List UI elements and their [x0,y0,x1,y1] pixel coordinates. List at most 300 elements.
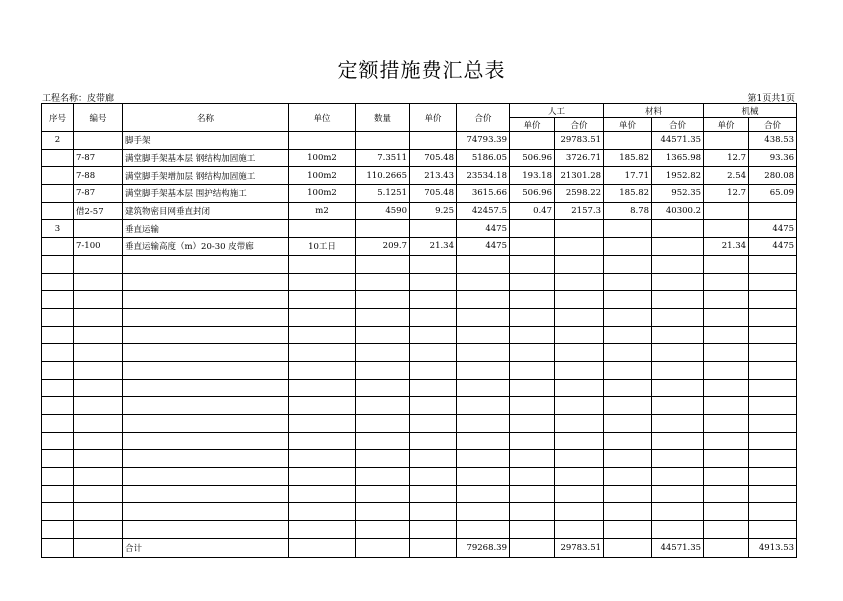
empty-cell [123,361,289,379]
empty-cell [457,291,510,309]
cell-name: 满堂脚手架基本层 钢结构加固施工 [123,149,289,167]
empty-cell [74,291,123,309]
empty-cell [604,397,652,415]
cell-unit: m2 [289,202,356,220]
empty-cell [123,468,289,486]
empty-cell [289,468,356,486]
empty-cell [74,361,123,379]
cell-name: 建筑物密目网垂直封闭 [123,202,289,220]
table-row [42,149,797,167]
empty-cell [704,538,749,557]
cell-price [410,132,457,150]
empty-cell [749,397,797,415]
empty-cell [410,361,457,379]
empty-cell [555,361,604,379]
empty-cell [289,450,356,468]
empty-row [42,468,797,486]
header-labor: 人工 [510,104,604,118]
cell-mach-price: 12.7 [704,185,749,203]
empty-cell [74,344,123,362]
empty-cell [42,273,74,291]
empty-cell [74,485,123,503]
empty-cell [74,468,123,486]
header-qty: 数量 [356,104,410,132]
cell-labor-price: 506.96 [510,185,555,203]
cell-price: 705.48 [410,185,457,203]
empty-cell [74,415,123,433]
total-label: 合计 [123,538,289,557]
empty-cell [652,308,704,326]
empty-cell [704,291,749,309]
empty-cell [74,538,123,557]
empty-cell [74,326,123,344]
empty-cell [604,485,652,503]
empty-cell [42,521,74,539]
empty-cell [457,273,510,291]
total-total: 79268.39 [457,538,510,557]
cell-mat-total: 44571.35 [652,132,704,150]
cell-mat-total: 1952.82 [652,167,704,185]
cell-mat-price: 8.78 [604,202,652,220]
empty-cell [749,273,797,291]
header-seq: 序号 [42,104,74,132]
empty-cell [289,273,356,291]
empty-cell [123,432,289,450]
empty-row [42,503,797,521]
empty-cell [704,397,749,415]
empty-cell [74,255,123,273]
cell-mach-price [704,132,749,150]
empty-row [42,379,797,397]
empty-cell [356,432,410,450]
empty-cell [749,503,797,521]
empty-cell [555,255,604,273]
empty-cell [510,255,555,273]
empty-cell [356,379,410,397]
empty-cell [123,485,289,503]
empty-cell [704,344,749,362]
empty-row [42,485,797,503]
cell-name: 垂直运输 [123,220,289,238]
empty-cell [652,432,704,450]
empty-cell [652,255,704,273]
empty-row [42,397,797,415]
empty-cell [510,468,555,486]
empty-cell [604,415,652,433]
empty-cell [749,379,797,397]
empty-row [42,255,797,273]
empty-cell [749,432,797,450]
empty-cell [704,521,749,539]
empty-cell [749,361,797,379]
cell-mach-price: 2.54 [704,167,749,185]
empty-cell [457,521,510,539]
empty-cell [457,379,510,397]
cell-labor-price: 0.47 [510,202,555,220]
empty-cell [356,450,410,468]
empty-cell [510,344,555,362]
empty-cell [457,415,510,433]
empty-row [42,326,797,344]
empty-cell [510,503,555,521]
empty-cell [555,450,604,468]
empty-cell [457,468,510,486]
cell-name: 满堂脚手架基本层 围护结构施工 [123,185,289,203]
empty-cell [749,521,797,539]
empty-cell [604,326,652,344]
empty-cell [510,521,555,539]
empty-row [42,450,797,468]
empty-cell [457,503,510,521]
empty-cell [289,379,356,397]
empty-cell [42,379,74,397]
empty-cell [123,291,289,309]
empty-cell [289,326,356,344]
empty-cell [74,379,123,397]
empty-cell [410,432,457,450]
cell-mach-price [704,220,749,238]
empty-cell [510,432,555,450]
cell-code: 借2-57 [74,202,123,220]
empty-cell [410,291,457,309]
table-body [42,132,797,558]
cell-mat-total: 40300.2 [652,202,704,220]
empty-cell [704,326,749,344]
empty-cell [555,468,604,486]
empty-cell [652,521,704,539]
project-name: 工程名称：皮带廊 [42,94,115,104]
cell-unit: 100m2 [289,149,356,167]
empty-cell [356,291,410,309]
empty-cell [652,503,704,521]
empty-cell [123,326,289,344]
empty-cell [410,485,457,503]
empty-row [42,361,797,379]
cell-mat-total [652,238,704,256]
empty-cell [356,538,410,557]
cell-mat-price [604,238,652,256]
cell-labor-total: 29783.51 [555,132,604,150]
empty-cell [457,397,510,415]
page-info: 第1页共1页 [747,94,795,104]
empty-cell [704,503,749,521]
cell-labor-total: 21301.28 [555,167,604,185]
empty-cell [42,503,74,521]
empty-cell [42,415,74,433]
cell-mat-price: 185.82 [604,149,652,167]
cell-total: 5186.05 [457,149,510,167]
empty-cell [510,538,555,557]
cell-qty: 110.2665 [356,167,410,185]
cell-code: 7-88 [74,167,123,185]
empty-cell [410,379,457,397]
empty-cell [555,415,604,433]
empty-cell [604,273,652,291]
cell-name: 垂直运输高度（m）20-30 皮带廊 [123,238,289,256]
empty-cell [356,308,410,326]
cell-unit: 100m2 [289,185,356,203]
empty-cell [604,291,652,309]
empty-cell [652,361,704,379]
cell-mat-price [604,220,652,238]
empty-cell [289,255,356,273]
empty-cell [410,450,457,468]
empty-cell [289,415,356,433]
cell-mat-total: 952.35 [652,185,704,203]
cell-unit [289,220,356,238]
header-labor-price: 单价 [510,118,555,132]
header-row [42,104,797,118]
empty-cell [652,450,704,468]
cell-total: 74793.39 [457,132,510,150]
cell-code: 7-87 [74,149,123,167]
empty-cell [42,255,74,273]
empty-cell [410,538,457,557]
cell-price: 705.48 [410,149,457,167]
empty-cell [356,415,410,433]
cell-mat-price: 17.71 [604,167,652,185]
cell-mat-price [604,132,652,150]
cell-qty: 5.1251 [356,185,410,203]
empty-cell [652,344,704,362]
empty-cell [457,432,510,450]
empty-cell [652,326,704,344]
empty-cell [652,397,704,415]
empty-cell [704,379,749,397]
empty-cell [410,326,457,344]
cell-unit: 100m2 [289,167,356,185]
empty-cell [510,326,555,344]
empty-cell [510,273,555,291]
cell-labor-price: 193.18 [510,167,555,185]
cell-total: 3615.66 [457,185,510,203]
page-title: 定额措施费汇总表 [337,58,506,82]
empty-row [42,308,797,326]
empty-cell [289,538,356,557]
empty-cell [555,432,604,450]
cell-mat-total [652,220,704,238]
cell-seq: 2 [42,132,74,150]
empty-cell [604,255,652,273]
empty-cell [42,450,74,468]
cell-mach-total [749,202,797,220]
header-price: 单价 [410,104,457,132]
empty-cell [604,450,652,468]
empty-cell [604,361,652,379]
empty-cell [410,521,457,539]
empty-cell [704,485,749,503]
empty-cell [356,361,410,379]
cell-price: 9.25 [410,202,457,220]
cell-code [74,220,123,238]
empty-cell [42,397,74,415]
empty-cell [289,485,356,503]
cell-unit [289,132,356,150]
header-code: 编号 [74,104,123,132]
cell-price: 213.43 [410,167,457,185]
empty-cell [457,450,510,468]
cell-name: 满堂脚手架增加层 钢结构加固施工 [123,167,289,185]
cell-code: 7-100 [74,238,123,256]
empty-cell [555,485,604,503]
cell-qty: 7.3511 [356,149,410,167]
empty-cell [749,308,797,326]
empty-cell [604,344,652,362]
empty-cell [42,485,74,503]
empty-cell [457,344,510,362]
empty-cell [652,415,704,433]
empty-cell [74,521,123,539]
cell-mach-price: 12.7 [704,149,749,167]
total-mat-total: 44571.35 [652,538,704,557]
header-material-total: 合价 [652,118,704,132]
empty-cell [749,326,797,344]
empty-cell [42,291,74,309]
empty-cell [457,361,510,379]
cell-labor-price: 506.96 [510,149,555,167]
empty-cell [123,273,289,291]
empty-row [42,344,797,362]
cell-labor-price [510,238,555,256]
empty-row [42,415,797,433]
empty-cell [555,326,604,344]
empty-cell [510,485,555,503]
header-machine-price: 单价 [704,118,749,132]
empty-cell [604,308,652,326]
empty-cell [74,308,123,326]
empty-cell [123,415,289,433]
empty-cell [555,291,604,309]
cost-summary-table [41,103,797,558]
empty-cell [74,397,123,415]
empty-cell [289,344,356,362]
empty-cell [42,361,74,379]
empty-row [42,291,797,309]
empty-cell [356,344,410,362]
empty-cell [652,468,704,486]
empty-cell [652,273,704,291]
header-material-price: 单价 [604,118,652,132]
cell-mat-total: 1365.98 [652,149,704,167]
empty-row [42,521,797,539]
cell-qty [356,220,410,238]
empty-cell [42,538,74,557]
cell-unit: 10工日 [289,238,356,256]
cell-code [74,132,123,150]
empty-row [42,432,797,450]
cell-total: 4475 [457,238,510,256]
table-row [42,132,797,150]
header-labor-total: 合价 [555,118,604,132]
empty-cell [123,503,289,521]
empty-cell [510,361,555,379]
empty-cell [410,273,457,291]
cell-labor-price [510,132,555,150]
empty-cell [510,291,555,309]
empty-cell [410,415,457,433]
total-labor-total: 29783.51 [555,538,604,557]
cell-mat-price: 185.82 [604,185,652,203]
cell-mach-total: 4475 [749,238,797,256]
empty-cell [457,308,510,326]
empty-cell [74,432,123,450]
total-mach-total: 4913.53 [749,538,797,557]
empty-cell [604,521,652,539]
cell-price: 21.34 [410,238,457,256]
empty-cell [510,379,555,397]
empty-cell [356,397,410,415]
empty-cell [555,344,604,362]
cell-seq [42,185,74,203]
cell-qty: 4590 [356,202,410,220]
cell-mach-total: 93.36 [749,149,797,167]
empty-cell [123,450,289,468]
cell-labor-total: 3726.71 [555,149,604,167]
empty-cell [289,503,356,521]
cell-mach-total: 438.53 [749,132,797,150]
empty-cell [704,308,749,326]
cell-mach-price: 21.34 [704,238,749,256]
table-row [42,202,797,220]
empty-cell [704,415,749,433]
cell-code: 7-87 [74,185,123,203]
cell-total: 42457.5 [457,202,510,220]
cell-seq [42,167,74,185]
cell-price [410,220,457,238]
empty-cell [123,521,289,539]
empty-cell [510,450,555,468]
empty-cell [123,308,289,326]
table-row [42,220,797,238]
empty-cell [356,468,410,486]
empty-cell [704,432,749,450]
cell-mach-price [704,202,749,220]
empty-cell [42,432,74,450]
empty-cell [289,432,356,450]
empty-cell [604,432,652,450]
cell-qty: 209.7 [356,238,410,256]
header-name: 名称 [123,104,289,132]
empty-cell [510,308,555,326]
empty-cell [652,485,704,503]
empty-row [42,273,797,291]
empty-cell [604,468,652,486]
empty-cell [749,450,797,468]
cell-mach-total: 280.08 [749,167,797,185]
empty-cell [410,397,457,415]
empty-cell [704,468,749,486]
empty-cell [510,415,555,433]
empty-cell [42,326,74,344]
header-material: 材料 [604,104,704,118]
header-machine: 机械 [704,104,797,118]
empty-cell [74,450,123,468]
empty-cell [704,361,749,379]
empty-cell [749,468,797,486]
cell-seq [42,202,74,220]
cell-seq [42,149,74,167]
empty-cell [652,379,704,397]
empty-cell [457,255,510,273]
empty-cell [555,379,604,397]
cell-seq: 3 [42,220,74,238]
empty-cell [604,503,652,521]
empty-cell [356,521,410,539]
empty-cell [410,308,457,326]
cell-labor-total [555,238,604,256]
empty-cell [356,326,410,344]
empty-cell [749,485,797,503]
